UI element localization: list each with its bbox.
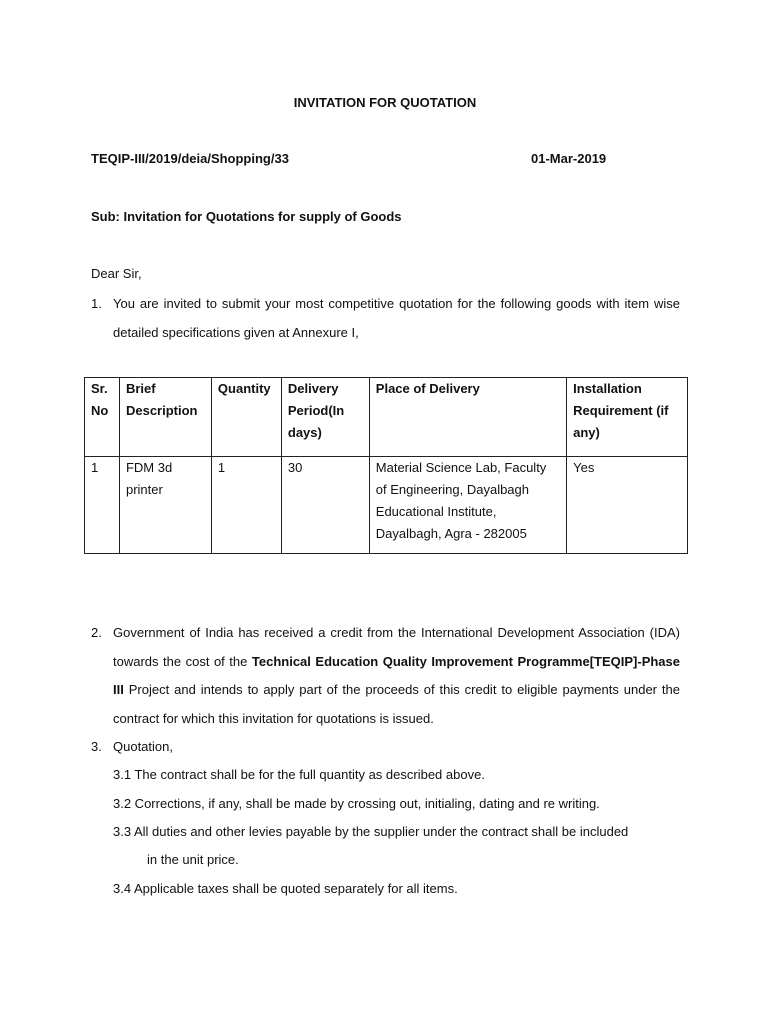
para2-programme-name: Technical Education Quality Improvement Programme[TEQIP]-Phase III bbox=[113, 653, 680, 697]
header-quantity: Quantity bbox=[211, 378, 281, 457]
cell-delivery-period: 30 bbox=[281, 457, 369, 554]
header-sr-no: Sr. No bbox=[85, 378, 120, 457]
cell-installation: Yes bbox=[567, 457, 688, 554]
header-brief-description: Brief Description bbox=[119, 378, 211, 457]
para2-text-after: Project and intends to apply part of the proceeds of this credit to eligible payments under the contract for which this invitation for quotations is issued. bbox=[113, 682, 680, 726]
para3-heading: Quotation, bbox=[113, 739, 173, 754]
clause-3-3-continued: in the unit price. bbox=[147, 852, 239, 867]
goods-table bbox=[84, 377, 688, 554]
para2-text-before: Government of India has received a credit from the International Development Association (IDA) towards the cost of the bbox=[113, 625, 680, 669]
clause-3-4: 3.4 Applicable taxes shall be quoted separately for all items. bbox=[113, 881, 458, 896]
clause-3-1: 3.1 The contract shall be for the full quantity as described above. bbox=[113, 767, 485, 782]
reference-number: TEQIP-III/2019/deia/Shopping/33 bbox=[91, 151, 289, 166]
para1-number: 1. bbox=[91, 296, 102, 311]
salutation: Dear Sir, bbox=[91, 266, 142, 281]
document-date: 01-Mar-2019 bbox=[531, 151, 607, 166]
para2-number: 2. bbox=[91, 625, 102, 640]
para1-text: You are invited to submit your most competitive quotation for the following goods with item wise detailed specifications given at Annexure I, bbox=[113, 296, 680, 340]
clause-3-3: 3.3 All duties and other levies payable by the supplier under the contract shall be included bbox=[113, 824, 629, 839]
cell-brief-description: FDM 3d printer bbox=[119, 457, 211, 554]
para3-number: 3. bbox=[91, 739, 102, 754]
clause-3-2: 3.2 Corrections, if any, shall be made by crossing out, initialing, dating and re writing. bbox=[113, 796, 600, 811]
para2-text bbox=[113, 619, 680, 733]
header-place-of-delivery: Place of Delivery bbox=[369, 378, 566, 457]
document-title: INVITATION FOR QUOTATION bbox=[293, 95, 477, 110]
cell-quantity: 1 bbox=[211, 457, 281, 554]
cell-place-of-delivery: Material Science Lab, Faculty of Engineering, Dayalbagh Educational Institute, Dayalbagh, Agra - 282005 bbox=[369, 457, 566, 554]
cell-sr-no: 1 bbox=[85, 457, 120, 554]
header-delivery-period: Delivery Period(In days) bbox=[281, 378, 369, 457]
table-row bbox=[85, 457, 688, 554]
table-header-row bbox=[85, 378, 688, 457]
subject-line: Sub: Invitation for Quotations for supply of Goods bbox=[91, 209, 402, 224]
header-installation: Installation Requirement (if any) bbox=[567, 378, 688, 457]
